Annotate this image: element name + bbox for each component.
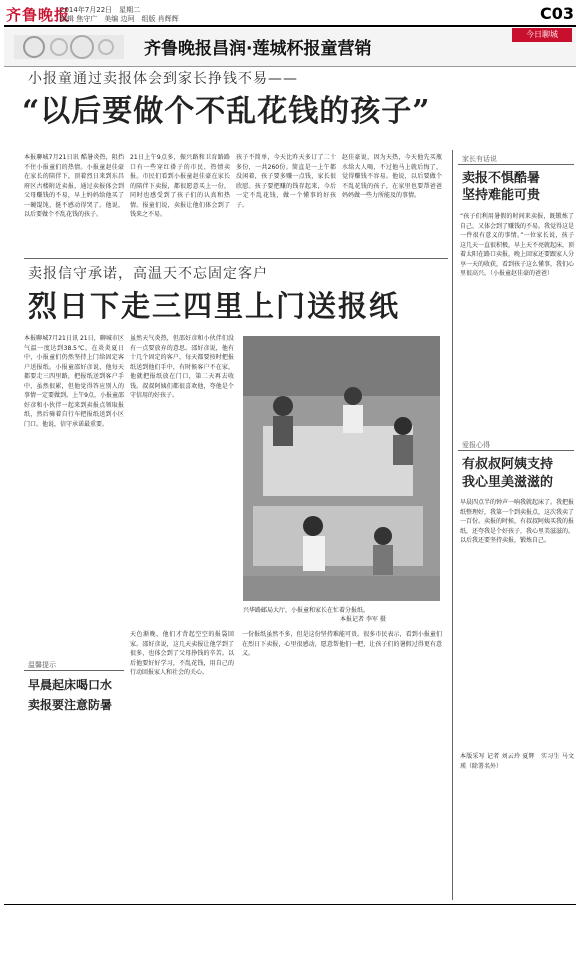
section-rule (24, 258, 448, 259)
sidebar1-title-line1: 卖报不惧酷暑 (462, 171, 541, 186)
date-line: 2014年7月22日 星期二 (60, 6, 141, 14)
article1-column-1: 本报聊城7月21日讯 酷暑炎热，阻挡不住小报童们的热情。小报童赵佳豪在家长的陪伴下，顶着烈日来到东昌府区古楼附近卖报，通过卖报体会到父母赚钱的不易，早上妈妈给他买了一碗馄饨，挺不感动得哭了。他说，以后要做个不乱花钱的孩子。 (24, 154, 124, 218)
masthead-rule (4, 25, 576, 27)
hint-rule (24, 670, 124, 671)
photo-caption: 兴华路邮局大厅，小报童和家长在忙着分报纸。 (243, 607, 370, 614)
hint-line-1: 早晨起床喝口水 (28, 678, 113, 692)
article2-column-4: 一份报纸虽然不多，但是这份坚持难能可贵。很多市民表示，看到小报童们在烈日下卖报，心里很感动，愿意帮他们一把，让孩子们的暑假过得更有意义。 (242, 631, 442, 657)
hint-label: 温馨提示 (28, 661, 56, 669)
article1-column-2: 21日上午9点多，振兴路和卫育路路口有一些穿红褂子的市民，热情卖报。市民们看到小报童赵佳豪在家长的陪伴下卖报，都很愿意买上一份，同时也感受到了孩子们的认真和热情。报童们说，卖报让他们体会到了钱来之不易。 (130, 154, 230, 218)
article1-headline: “以后要做个不乱花钱的孩子” (22, 94, 431, 129)
sidebar1-rule (458, 164, 574, 165)
newspaper-logo: 齐鲁晚报 (6, 6, 71, 24)
editors-line: 编辑 焦守广 美编 边珂 组版 肖辉辉 (60, 15, 179, 23)
article1-subtitle: 小报童通过卖报体会到家长挣钱不易—— (28, 71, 298, 87)
article2-subtitle: 卖报信守承诺，高温天不忘固定客户 (28, 266, 268, 282)
section-tag: 今日聊城 (512, 28, 572, 42)
article1-column-3: 孩子不简单，今天比昨天多订了二十多份，一共260份。简直是一上午都没闲着，孩子要多赚一点钱，家长很欣慰。孩子要把赚的钱存起来，今后一定不乱花钱，做一个懂事的好孩子。 (236, 154, 336, 209)
photo-graphic (243, 336, 440, 601)
sidebar2-rule (458, 450, 574, 451)
article2-column-1: 本报聊城7月21日讯 21日，聊城市区气温一度达到38.5℃。在炎炎夏日中，小报童们仍然坚持上门给固定客户送报纸。小报童邵好彦说，他每天都要走三四里路，把报纸送到客户手中，虽然很累，但他觉得答应别人的事情一定要做到。上午9点，小报童邵好彦和小伙伴一起来到卖报点领取报纸，然后骑着自行车把报纸送到小区门口。他说，信守承诺最重要。 (24, 335, 124, 428)
article2-headline: 烈日下走三四里上门送报纸 (28, 289, 401, 323)
article1-column-4: 赵佳豪说，因为天热，今天他先买瓶水给大人喝，不过他马上就后悔了，觉得赚钱不容易。他说，以后要做个不乱花钱的孩子，在家里也要帮爸爸妈妈做一些力所能及的事情。 (342, 154, 442, 199)
sidebar1-title-line2: 坚持难能可贵 (462, 188, 541, 203)
photo-credit: 本报记者 李军 摄 (340, 616, 386, 623)
banner-swirl-graphic (14, 31, 124, 63)
sidebar2-label: 爱报心得 (462, 441, 490, 449)
byline-footer: 本版采写 记者 刘云玲 夏辉 实习生 马文瑛（除署名外） (460, 753, 574, 770)
page-bottom-rule (4, 904, 576, 905)
article2-column-2: 虽然天气炎热，但邵好彦和小伙伴们没有一点要放弃的意思。邵好彦说，他有十几个固定的客户，每天都要按时把报纸送到他们手中，有时候客户不在家，他就把报纸放在门口，第二天再去收钱。叔叔阿姨们都很喜欢他，夸他是个守信用的好孩子。 (130, 335, 234, 399)
page-number: C03 (539, 4, 574, 23)
promo-banner (4, 28, 576, 67)
sidebar2-title-line1: 有叔叔阿姨支持 (462, 457, 554, 472)
news-photo (243, 336, 440, 601)
sidebar1-label: 家长有话说 (462, 155, 497, 163)
banner-title: 齐鲁晚报昌润·莲城杯报童营销 (144, 39, 372, 59)
hint-line-2: 卖报要注意防暑 (28, 698, 113, 712)
sidebar-divider (452, 150, 453, 900)
article2-column-3: 天色渐晚，他们才背起空空的报袋回家。邵好彦说，这几天卖报让他学到了很多，也体会到了父母挣钱的辛苦。以后他要好好学习，不乱花钱，用自己的行动回报家人和社会的关心。 (130, 631, 234, 676)
sidebar2-body: 早晨四点半的钟声一响我就起床了。我把报纸整理好，我第一个到卖报点，这次我卖了一百份。卖报的时候，有叔叔阿姨买我的报纸，还夸我是个好孩子，我心里美滋滋的。以后我还要坚持卖报，锻炼自己。 (460, 499, 574, 544)
sidebar1-body: “孩子们利用暑假的时间来卖报，既锻炼了自己，又体会到了赚钱的不易。我觉得这是一件很有意义的事情。”一位家长说，孩子这几天一直很积极，早上天不亮就起床，顶着太阳在路口卖报，晚上回家还要跟家人分享一天的收获，看到孩子这么懂事，我们心里很高兴。（小报童赵佳豪的爸爸） (460, 213, 574, 277)
sidebar2-title-line2: 我心里美滋滋的 (462, 475, 554, 490)
